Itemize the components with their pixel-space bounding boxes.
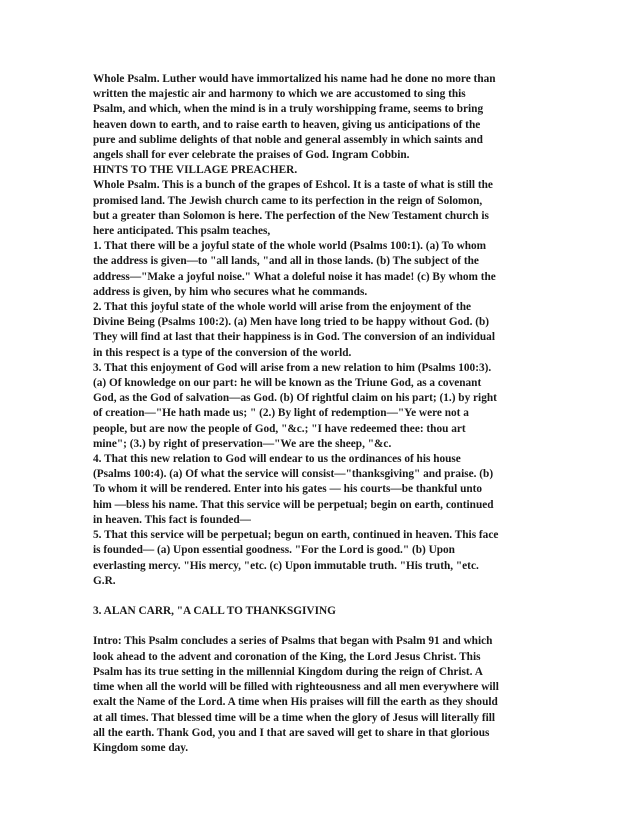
text-line: God, as the God of salvation—as God. (b) Of rightful claim on his part; (1.) by right — [93, 392, 497, 405]
text-line: To whom it will be rendered. Enter into his gates — his courts—be thankful unto — [93, 483, 483, 496]
text-line: angels shall for ever celebrate the praises of God. Ingram Cobbin. — [93, 149, 410, 162]
text-line: everlasting mercy. "His mercy, "etc. (c) Upon immutable truth. "His truth, "etc. — [93, 559, 479, 572]
text-line: (Psalms 100:4). (a) Of what the service will consist—"thanksgiving" and praise. (b) — [93, 468, 494, 481]
paragraph — [93, 634, 553, 756]
text-line: him —bless his name. That this service will be perpetual; begin on earth, continued — [93, 498, 494, 511]
text-line: heaven down to earth, and to raise earth to heaven, giving us anticipations of the — [93, 118, 481, 131]
text-line: Intro: This Psalm concludes a series of Psalms that began with Psalm 91 and which — [93, 635, 493, 648]
paragraph — [93, 72, 553, 589]
text-line: in heaven. This fact is founded— — [93, 513, 251, 526]
text-line: Psalm, and which, when the mind is in a truly worshipping frame, seems to bring — [93, 103, 484, 116]
text-line: Psalm has its true setting in the millennial Kingdom during the reign of Christ. A — [93, 665, 483, 678]
text-line: Kingdom some day. — [93, 741, 189, 754]
text-line: Whole Psalm. Luther would have immortalized his name had he done no more than — [93, 73, 496, 85]
paragraph-gap — [93, 619, 553, 634]
text-line: 1. That there will be a joyful state of the whole world (Psalms 100:1). (a) To whom — [93, 240, 487, 253]
text-line: at all times. That blessed time will be a time when the glory of Jesus will literally fill — [93, 711, 496, 724]
text-line: address is given, by him who secures what he commands. — [93, 285, 368, 298]
text-line: in this respect is a type of the conversion of the world. — [93, 346, 352, 359]
text-line: time when all the world will be filled with righteousness and all men everywhere will — [93, 681, 499, 694]
section-heading — [93, 604, 553, 619]
text-line: (a) Of knowledge on our part: he will be known as the Triune God, as a covenant — [93, 377, 482, 390]
text-line: Whole Psalm. This is a bunch of the grapes of Eshcol. It is a taste of what is still the — [93, 179, 493, 192]
text-line: 3. ALAN CARR, "A CALL TO THANKSGIVING — [93, 605, 336, 618]
text-line: 4. That this new relation to God will endear to us the ordinances of his house — [93, 453, 461, 466]
text-line: of creation—"He hath made us; " (2.) By light of redemption—"Ye were not a — [93, 407, 469, 420]
text-line: G.R. — [93, 574, 116, 587]
text-line: all the earth. Thank God, you and I that are saved will get to share in that glorious — [93, 726, 490, 739]
text-line: pure and sublime delights of that noble and general assembly in which saints and — [93, 133, 483, 146]
text-line: the address is given—to "all lands, "and all in those lands. (b) The subject of the — [93, 255, 479, 268]
text-line: is founded— (a) Upon essential goodness. "For the Lord is good." (b) Upon — [93, 544, 455, 557]
text-line: promised land. The Jewish church came to its perfection in the reign of Solomon, — [93, 194, 483, 207]
text-line: They will find at last that their happiness is in God. The conversion of an individual — [93, 331, 495, 344]
text-line: mine"; (3.) by right of preservation—"We are the sheep, "&c. — [93, 437, 392, 450]
text-line: but a greater than Solomon is here. The perfection of the New Testament church is — [93, 209, 489, 222]
text-line: 2. That this joyful state of the whole world will arise from the enjoyment of the — [93, 301, 471, 314]
text-line: exalt the Name of the Lord. A time when His praises will fill the earth as they should — [93, 696, 498, 709]
text-line: 5. That this service will be perpetual; begun on earth, continued in heaven. This face — [93, 529, 499, 542]
text-line: 3. That this enjoyment of God will arise from a new relation to him (Psalms 100:3). — [93, 361, 492, 374]
paragraph-gap — [93, 589, 553, 604]
text-line: here anticipated. This psalm teaches, — [93, 225, 271, 238]
text-line: written the majestic air and harmony to which we are accustomed to sing this — [93, 88, 466, 101]
text-line: Divine Being (Psalms 100:2). (a) Men have long tried to be happy without God. (b) — [93, 316, 490, 329]
text-line: look ahead to the advent and coronation of the King, the Lord Jesus Christ. This — [93, 650, 481, 663]
text-line: address—"Make a joyful noise." What a doleful noise it has made! (c) By whom the — [93, 270, 496, 283]
text-line: people, but are now the people of God, "&c.; "I have redeemed thee: thou art — [93, 422, 466, 435]
document-body — [93, 72, 553, 756]
text-line: HINTS TO THE VILLAGE PREACHER. — [93, 164, 298, 177]
